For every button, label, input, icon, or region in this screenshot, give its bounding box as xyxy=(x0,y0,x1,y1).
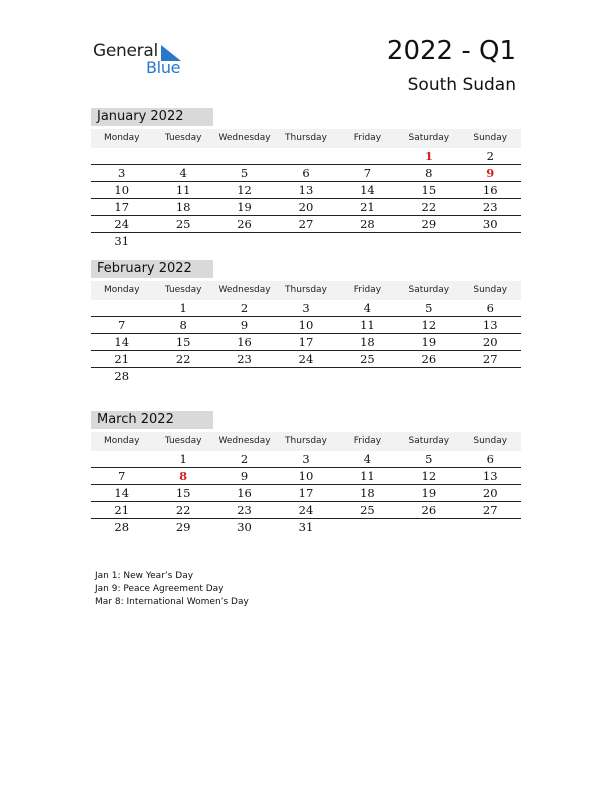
day-cell: 5 xyxy=(425,301,433,315)
day-cell: 6 xyxy=(486,452,494,466)
weekday-label: Thursday xyxy=(285,285,327,295)
week-row xyxy=(91,148,521,165)
day-cell: 17 xyxy=(114,200,130,214)
empty-day-cell xyxy=(152,148,213,164)
day-cell: 4 xyxy=(363,301,372,315)
empty-day-cell xyxy=(337,148,398,164)
weekday-label: Friday xyxy=(353,133,382,143)
day-cell: 12 xyxy=(421,318,437,332)
empty-day-cell xyxy=(460,368,521,385)
day-cell: 20 xyxy=(482,335,498,349)
day-cell: 23 xyxy=(237,352,252,366)
weekday-label: Sunday xyxy=(473,436,508,446)
day-cell: 1 xyxy=(179,301,187,315)
week-row xyxy=(91,351,521,368)
week-row xyxy=(91,233,521,250)
day-cell: 26 xyxy=(421,352,437,366)
day-cell: 16 xyxy=(237,335,252,349)
day-cell: 6 xyxy=(486,301,494,315)
weekday-label: Saturday xyxy=(408,285,450,295)
empty-day-cell xyxy=(337,233,398,250)
day-cell: 17 xyxy=(298,335,314,349)
week-row xyxy=(91,519,521,536)
day-cell: 11 xyxy=(175,183,191,197)
day-cell: 10 xyxy=(298,469,314,483)
weekday-label: Monday xyxy=(103,285,140,295)
holiday-note: Jan 1: New Year’s Day xyxy=(95,571,194,581)
month-march xyxy=(91,411,521,536)
day-cell: 18 xyxy=(360,335,375,349)
day-cell: 29 xyxy=(175,520,191,534)
day-cell: 29 xyxy=(421,217,437,231)
holiday-day-cell: 9 xyxy=(486,166,495,180)
day-cell: 15 xyxy=(175,486,191,500)
day-cell: 22 xyxy=(175,352,191,366)
day-cell: 17 xyxy=(298,486,314,500)
empty-day-cell xyxy=(91,148,152,164)
week-row xyxy=(91,300,521,317)
weekday-label: Monday xyxy=(103,133,140,143)
empty-day-cell xyxy=(275,233,336,250)
empty-day-cell xyxy=(275,368,336,385)
day-cell: 30 xyxy=(237,520,252,534)
month-january xyxy=(91,108,521,250)
day-cell: 18 xyxy=(175,200,191,214)
day-cell: 10 xyxy=(298,318,314,332)
day-cell: 14 xyxy=(360,183,375,197)
day-cell: 19 xyxy=(237,200,252,214)
day-cell: 31 xyxy=(114,234,130,248)
day-cell: 8 xyxy=(425,166,433,180)
week-row xyxy=(91,368,521,385)
empty-day-cell xyxy=(214,368,275,385)
week-row xyxy=(91,182,521,199)
day-cell: 22 xyxy=(421,200,437,214)
holiday-notes xyxy=(95,570,249,609)
week-row xyxy=(91,165,521,182)
week-row xyxy=(91,199,521,216)
empty-day-cell xyxy=(91,300,152,316)
day-cell: 13 xyxy=(482,318,498,332)
weekday-label: Saturday xyxy=(408,436,450,446)
day-cell: 16 xyxy=(482,183,498,197)
holiday-note: Jan 9: Peace Agreement Day xyxy=(95,584,224,594)
day-cell: 13 xyxy=(482,469,498,483)
week-row xyxy=(91,317,521,334)
day-cell: 5 xyxy=(240,166,249,180)
weekday-label: Thursday xyxy=(285,133,327,143)
holiday-day-cell: 8 xyxy=(179,469,188,483)
day-cell: 3 xyxy=(118,166,126,180)
weekday-label: Wednesday xyxy=(218,436,271,446)
day-cell: 9 xyxy=(240,469,249,483)
day-cell: 26 xyxy=(237,217,252,231)
day-cell: 4 xyxy=(363,452,372,466)
day-cell: 18 xyxy=(360,486,375,500)
day-cell: 27 xyxy=(298,217,314,231)
day-cell: 7 xyxy=(118,318,126,332)
day-cell: 2 xyxy=(240,301,249,315)
day-cell: 30 xyxy=(482,217,498,231)
day-cell: 19 xyxy=(421,486,437,500)
day-cell: 19 xyxy=(421,335,437,349)
day-cell: 15 xyxy=(175,335,191,349)
weekday-label: Sunday xyxy=(473,285,508,295)
weekday-label: Thursday xyxy=(285,436,327,446)
day-cell: 21 xyxy=(114,503,130,517)
week-row xyxy=(91,216,521,233)
day-cell: 20 xyxy=(482,486,498,500)
day-cell: 3 xyxy=(302,301,310,315)
holiday-note: Mar 8: International Women’s Day xyxy=(95,597,249,607)
day-cell: 27 xyxy=(482,352,498,366)
empty-day-cell xyxy=(337,519,398,536)
day-cell: 22 xyxy=(175,503,191,517)
day-cell: 23 xyxy=(237,503,252,517)
country-name: South Sudan xyxy=(407,75,516,95)
day-cell: 4 xyxy=(179,166,187,180)
day-cell: 11 xyxy=(360,469,375,483)
week-row xyxy=(91,468,521,485)
weekday-label: Saturday xyxy=(408,133,450,143)
month-title: March 2022 xyxy=(91,411,213,429)
logo-blue-text: Blue xyxy=(146,58,181,77)
day-cell: 24 xyxy=(298,503,314,517)
day-cell: 25 xyxy=(360,352,375,366)
month-title: January 2022 xyxy=(91,108,213,126)
weekday-label: Wednesday xyxy=(218,133,271,143)
day-cell: 23 xyxy=(482,200,498,214)
holiday-day-cell: 1 xyxy=(424,149,433,163)
day-cell: 11 xyxy=(360,318,375,332)
day-cell: 27 xyxy=(482,503,498,517)
weekday-header-row xyxy=(91,129,521,148)
day-cell: 12 xyxy=(237,183,252,197)
day-cell: 8 xyxy=(179,318,187,332)
day-cell: 6 xyxy=(302,166,310,180)
page-title: 2022 - Q1 xyxy=(386,36,516,66)
day-cell: 5 xyxy=(425,452,433,466)
day-cell: 2 xyxy=(240,452,249,466)
day-cell: 25 xyxy=(175,217,191,231)
day-cell: 14 xyxy=(114,486,130,500)
empty-day-cell xyxy=(91,451,152,467)
day-cell: 2 xyxy=(486,149,494,163)
empty-day-cell xyxy=(398,233,459,250)
empty-day-cell xyxy=(460,519,521,536)
day-cell: 1 xyxy=(179,452,187,466)
day-cell: 28 xyxy=(360,217,375,231)
weekday-label: Tuesday xyxy=(164,133,202,143)
week-row xyxy=(91,485,521,502)
weekday-label: Tuesday xyxy=(164,285,202,295)
weekday-header-row xyxy=(91,432,521,451)
day-cell: 28 xyxy=(114,369,130,383)
empty-day-cell xyxy=(337,368,398,385)
day-cell: 31 xyxy=(298,520,314,534)
empty-day-cell xyxy=(398,368,459,385)
empty-day-cell xyxy=(152,368,213,385)
week-row xyxy=(91,334,521,351)
empty-day-cell xyxy=(398,519,459,536)
month-title: February 2022 xyxy=(91,260,213,278)
day-cell: 12 xyxy=(421,469,437,483)
empty-day-cell xyxy=(214,233,275,250)
empty-day-cell xyxy=(214,148,275,164)
weekday-label: Wednesday xyxy=(218,285,271,295)
day-cell: 25 xyxy=(360,503,375,517)
day-cell: 3 xyxy=(302,452,310,466)
day-cell: 14 xyxy=(114,335,130,349)
weekday-label: Tuesday xyxy=(164,436,202,446)
day-cell: 16 xyxy=(237,486,252,500)
weekday-header-row xyxy=(91,281,521,300)
day-cell: 28 xyxy=(114,520,130,534)
day-cell: 21 xyxy=(114,352,130,366)
empty-day-cell xyxy=(275,148,336,164)
day-cell: 9 xyxy=(240,318,249,332)
day-cell: 15 xyxy=(421,183,437,197)
logo-general-text: General xyxy=(93,41,158,61)
weekday-label: Friday xyxy=(353,285,382,295)
generalblue-logo xyxy=(93,41,203,81)
day-cell: 10 xyxy=(114,183,130,197)
empty-day-cell xyxy=(152,233,213,250)
weekday-label: Friday xyxy=(353,436,382,446)
day-cell: 26 xyxy=(421,503,437,517)
week-row xyxy=(91,451,521,468)
weekday-label: Monday xyxy=(103,436,140,446)
week-row xyxy=(91,502,521,519)
day-cell: 20 xyxy=(298,200,314,214)
day-cell: 7 xyxy=(363,166,372,180)
empty-day-cell xyxy=(460,233,521,250)
day-cell: 21 xyxy=(360,200,375,214)
day-cell: 24 xyxy=(114,217,130,231)
day-cell: 7 xyxy=(118,469,126,483)
day-cell: 24 xyxy=(298,352,314,366)
day-cell: 13 xyxy=(298,183,314,197)
weekday-label: Sunday xyxy=(473,133,508,143)
month-february xyxy=(91,260,521,385)
